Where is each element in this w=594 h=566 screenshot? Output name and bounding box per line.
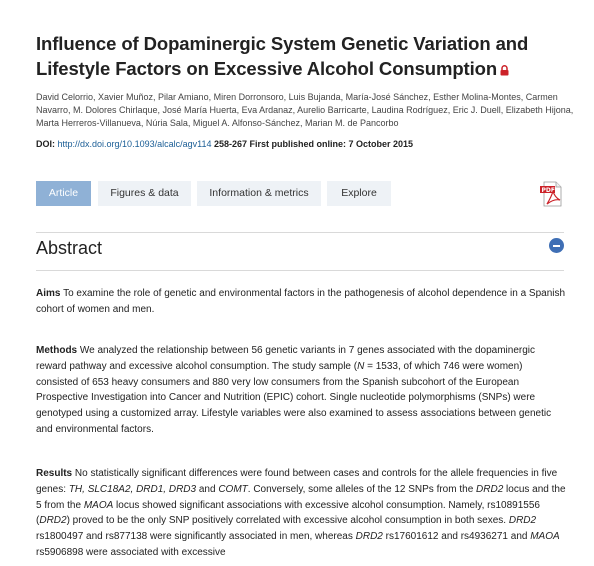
lock-icon bbox=[500, 57, 509, 82]
doi-link[interactable]: http://dx.doi.org/10.1093/alcalc/agv114 bbox=[57, 139, 212, 149]
results-text-2: . Conversely, some alleles of the 12 SNPs from the bbox=[247, 483, 477, 495]
methods-paragraph bbox=[36, 343, 566, 438]
results-genes: TH, SLC18A2, DRD1, DRD3 bbox=[68, 483, 197, 495]
results-text: No statistically significant differences were found between cases and controls for the allele frequencies in five genes: bbox=[36, 468, 558, 495]
results-text-6: rs1800497 and rs877138 were significantly associated in men, whereas bbox=[36, 531, 356, 543]
results-comt: COMT bbox=[218, 483, 248, 495]
methods-text: We analyzed the relationship between 56 genetic variants in 7 genes associated with the dopaminergic reward pathway and excessive alcohol consumption. The study sample ( bbox=[36, 345, 535, 372]
results-drd2: DRD2 bbox=[476, 483, 504, 495]
abstract-heading: Abstract bbox=[36, 238, 103, 258]
collapse-icon[interactable] bbox=[549, 238, 564, 253]
results-label: Results bbox=[36, 468, 73, 479]
tab-article[interactable]: Article bbox=[36, 181, 91, 206]
results-maoa: MAOA bbox=[83, 499, 114, 511]
author-list: David Celorrio, Xavier Muñoz, Pilar Amiano, Miren Dorronsoro, Luis Bujanda, María-José Sánchez, Esther Molina-Montes, Carmen Navarro, M. Dolores Chirlaque, José María Huerta, Eva Ardanaz, Aurelio Barricarte, Laudina Rodríguez, Eric J. Duell, Elizabeth Hijona, Marta Herreros-Villanueva, Núria Sala, Miguel A. Alfonso-Sánchez, Marian M. de Pancorbo bbox=[36, 92, 574, 129]
tab-figures-data[interactable]: Figures & data bbox=[98, 181, 191, 206]
pdf-icon[interactable] bbox=[540, 181, 564, 207]
results-text-7: rs17601612 and rs4936271 and bbox=[382, 531, 531, 543]
methods-label: Methods bbox=[36, 345, 78, 356]
results-text-8: rs5906898 were associated with excessive bbox=[36, 546, 226, 558]
doi-line bbox=[36, 139, 576, 149]
tab-explore[interactable]: Explore bbox=[327, 181, 391, 206]
divider-bottom bbox=[36, 270, 564, 271]
article-title-text: Influence of Dopaminergic System Genetic Variation and Lifestyle Factors on Excessive Alcohol Consumption bbox=[36, 33, 529, 79]
results-text-5: ) proved to be the only SNP positively correlated with excessive alcohol consumption in both sexes. bbox=[66, 515, 509, 527]
results-drd2-d: DRD2 bbox=[355, 531, 383, 543]
methods-text-cont: = 1533, of which 746 were women) consisted of 653 heavy consumers and 880 very low consumers from the Spanish subcohort of the European Prospective Investigation into Cancer and Nutrition (EPIC) cohort. Single nucleotide polymorphisms (SNPs) were genotyped using a customized array. Lifestyle variables were also examined to assess associations between genetic and environmental factors. bbox=[36, 360, 552, 435]
svg-text:PDF: PDF bbox=[541, 187, 555, 194]
article-title bbox=[36, 31, 556, 82]
results-text-4: locus showed significant associations with excessive alcohol consumption. Namely, rs10891556 ( bbox=[36, 499, 540, 527]
aims-text: To examine the role of genetic and environmental factors in the pathogenesis of alcohol dependence in a Spanish cohort of women and men. bbox=[36, 288, 566, 315]
divider-top bbox=[36, 232, 564, 233]
doi-label: DOI: bbox=[36, 139, 55, 149]
tab-information-metrics[interactable]: Information & metrics bbox=[197, 181, 321, 206]
results-text-3: locus and the 5 from the bbox=[36, 483, 566, 511]
results-drd2-c: DRD2 bbox=[508, 515, 537, 527]
results-drd2-b: DRD2 bbox=[39, 515, 67, 527]
pages-published: 258-267 First published online: 7 October 2015 bbox=[213, 139, 414, 149]
results-paragraph bbox=[36, 466, 566, 561]
aims-paragraph bbox=[36, 286, 566, 318]
methods-n: N bbox=[357, 360, 365, 372]
results-and: and bbox=[196, 483, 219, 495]
aims-label: Aims bbox=[36, 288, 61, 299]
results-maoa-b: MAOA bbox=[530, 531, 560, 543]
